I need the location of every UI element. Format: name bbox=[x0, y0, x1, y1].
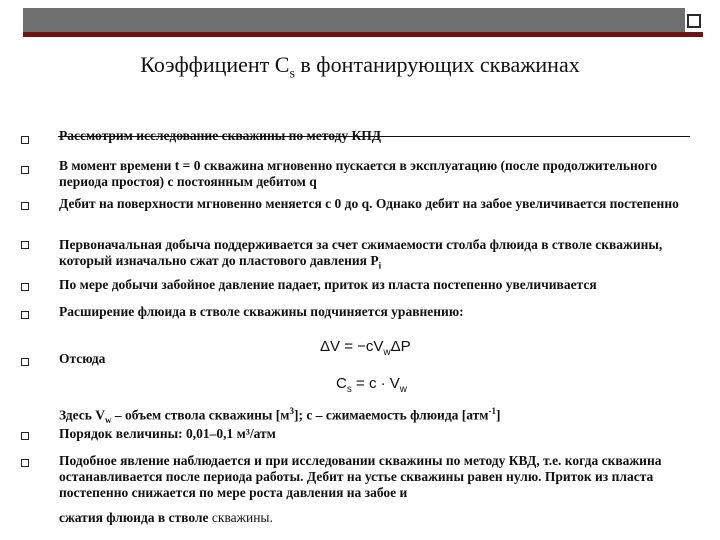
bullet-square-icon bbox=[21, 202, 29, 210]
header-bar bbox=[23, 8, 685, 32]
bullet-square-icon bbox=[21, 283, 29, 291]
list-item-continuation: сжатия флюида в стволе скважины. bbox=[59, 510, 273, 525]
list-item: Отсюда bbox=[59, 351, 106, 366]
slide-title: Коэффициент $C_s$ в фонтанирующих скважинах bbox=[140, 52, 580, 82]
bullet-square-icon bbox=[21, 459, 29, 467]
bullet-square-icon bbox=[21, 166, 29, 174]
formula-storage-coefficient: $C_s = c \cdot V_w$ bbox=[336, 375, 408, 395]
formula-volume-change: $\Delta V = -cV_w\Delta P$ bbox=[320, 338, 411, 358]
bullet-square-icon bbox=[21, 432, 29, 440]
list-item: По мере добычи забойное давление падает, приток из пласта постепенно увеличивается bbox=[59, 277, 597, 292]
header-accent-line bbox=[23, 32, 703, 37]
list-item: В момент времени t = 0 скважина мгновенно пускается в эксплуатацию (после продолжительного периода простоя) с постоянным дебитом q bbox=[59, 158, 658, 189]
bullet-square-icon bbox=[21, 358, 29, 366]
bullet-square-icon bbox=[21, 136, 29, 144]
formula-note: Здесь $V_w$ – объем ствола скважины $[м^3]$; c – сжимаемость флюида [атм$^{-1}$] bbox=[59, 406, 501, 426]
list-item: Подобное явление наблюдается и при исследовании скважины по методу КВД, т.е. когда скважина останавливается после периода работы. Дебит на устье скважины равен нулю. Приток из пласта постепенно снижается по мере роста давления на забое и bbox=[59, 453, 662, 500]
list-item: Порядок величины: 0,01–0,1 м³/атм bbox=[59, 426, 276, 441]
list-item: Дебит на поверхности мгновенно меняется с 0 до q. Однако дебит на забое увеличивается постепенно bbox=[59, 196, 679, 211]
list-item: Первоначальная добыча поддерживается за счет сжимаемости столба флюида в стволе скважины, который изначально сжат до пластового давления $P_i$ bbox=[59, 237, 663, 271]
bullet-square-icon bbox=[21, 241, 29, 249]
corner-square-icon bbox=[687, 14, 701, 28]
list-item: Рассмотрим исследование скважины по методу КПД bbox=[59, 128, 382, 143]
list-item: Расширение флюида в стволе скважины подчиняется уравнению: bbox=[59, 304, 464, 319]
bullet-square-icon bbox=[21, 311, 29, 319]
